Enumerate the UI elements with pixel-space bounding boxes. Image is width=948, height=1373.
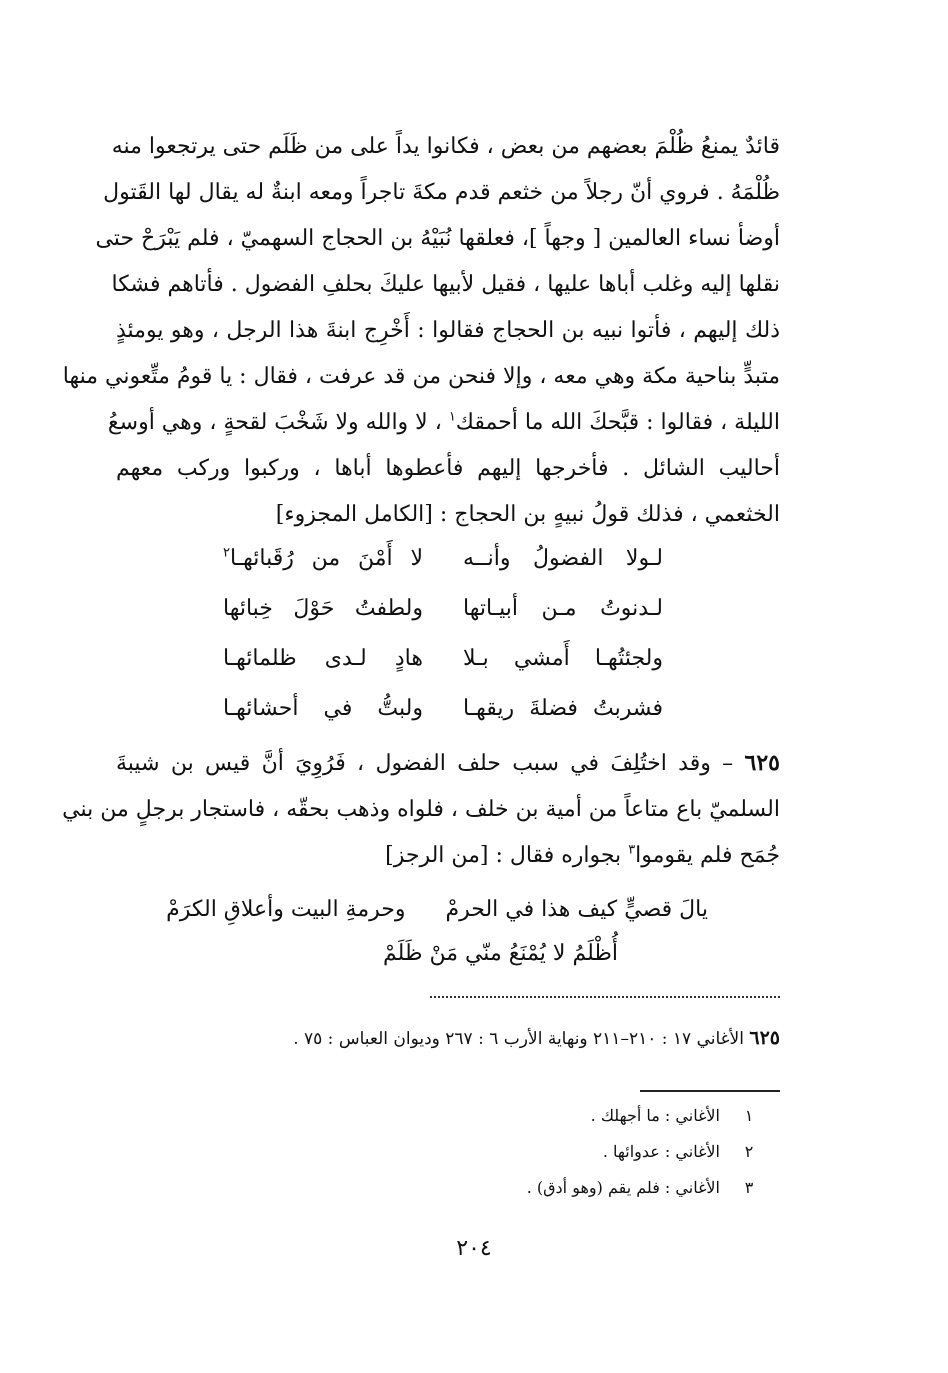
poem-hemistich: لـدنوتُ مـن أبيـاتها — [463, 596, 663, 621]
source-reference — [116, 1018, 780, 1059]
poem-verse — [223, 684, 663, 734]
footnote-text: الأغاني : فلم يقم (وهو أدق) . — [526, 1178, 720, 1197]
prose-line: نقلها إليه وغلب أباها عليها ، فقيل لأبيها عليكَ بحلفِ الفضول . فأتاهم فشكا — [111, 272, 780, 297]
footnote-text: الأغاني : ما أجهلك . — [590, 1106, 720, 1125]
entry-number: ٦٢٥ — [744, 750, 780, 776]
poem-hemistich — [223, 534, 423, 584]
poem-hemistich-text: لا أَمْنَ من رُقَبائهـا — [229, 546, 423, 571]
footnote-number: ٢ — [744, 1142, 754, 1161]
footnote — [527, 1170, 758, 1206]
entry-paragraph — [62, 740, 780, 879]
footnote-marker: ٢ — [223, 545, 230, 561]
entry-line-text: جُمَح فلم يقوموا — [635, 843, 780, 868]
poem-verse — [223, 634, 663, 684]
rajaz-hemistich: وحرمةِ البيت وأعلاقِ الكرَمْ — [166, 897, 406, 922]
rajaz-hemistich: يالَ قصيٍّ كيف هذا في الحرمْ — [445, 897, 708, 922]
entry-line-text: بجواره فقال : [من الرجز] — [385, 843, 622, 868]
rajaz-line — [208, 932, 708, 976]
rajaz-hemistich: أُظْلَمُ لا يُمْنَعُ منّي مَنْ ظَلَمْ — [383, 941, 618, 966]
main-paragraph — [62, 124, 780, 538]
poem-hemistich: هادٍ لـدى ظلمائهـا — [223, 646, 423, 671]
footnote-rule — [640, 1090, 780, 1092]
footnote-marker: ٣ — [628, 842, 636, 858]
footnote-text: الأغاني : عدوائها . — [602, 1142, 720, 1161]
entry-line-text: – وقد اختُلِفَ في سبب حلف الفضول ، فَرُوِيَ أنَّ قيس بن شيبةَ — [116, 751, 734, 776]
prose-line: قائدٌ يمنعُ ظُلْمَ بعضهم من بعض ، فكانوا يداً على من ظَلَم حتى يرتجعوا منه — [111, 134, 780, 159]
poem-verse — [223, 584, 663, 634]
prose-line: ذلك إليهم ، فأتوا نبيه بن الحجاج فقالوا : أَخْرِج ابنةَ هذا الرجل ، وهو يومئذٍ — [116, 318, 780, 343]
entry-line: السلميّ باع متاعاً من أمية بن خلف ، فلواه وذهب بحقّه ، فاستجار برجلٍ من بني — [62, 797, 780, 822]
poem-hemistich: ولطفتُ حَوْلَ خِبائها — [223, 596, 423, 621]
footnote — [527, 1098, 758, 1134]
footnote — [527, 1134, 758, 1170]
poem-verse — [223, 534, 663, 584]
prose-line — [107, 400, 780, 446]
poem-hemistich: ولجئتُهـا أَمشي بـلا — [463, 646, 663, 671]
prose-line: أوضأ نساء العالمين [ وجهاً ]، فعلقها نُبَيْهُ بن الحجاج السهميّ ، فلم يَبْرَحْ حتى — [95, 226, 780, 251]
rajaz-line — [166, 888, 708, 932]
prose-line: أحاليب الشائل . فأخرجها إليهم فأعطوها أباها ، وركبوا وركب معهم — [116, 456, 780, 481]
footnote-number: ٣ — [744, 1178, 754, 1197]
footnotes — [527, 1098, 758, 1206]
prose-line: متبدٍّ بناحية مكة وهي معه ، وإلا فنحن من قد عرفت ، فقال : يا قومُ متِّعوني منها — [62, 364, 780, 389]
poem-hemistich: فشربتُ فضلةَ ريقهـا — [463, 696, 663, 721]
prose-line-segment: ، لا والله ولا شَخْبَ لقحةٍ ، وهي أوسعُ — [107, 410, 442, 435]
footnote-number: ١ — [744, 1106, 754, 1125]
source-text: الأغاني ١٧ : ٢١٠–٢١١ ونهاية الأرب ٦ : ٢٦٧ وديوان العباس : ٧٥ . — [293, 1029, 744, 1049]
footnote-marker: ١ — [448, 409, 456, 425]
prose-line-segment: الليلة ، فقالوا : قبَّحكَ الله ما أحمقك — [455, 410, 780, 435]
rajaz-verse — [166, 888, 708, 976]
entry-line — [116, 740, 780, 787]
poem-hemistich: لـولا الفضولُ وأنــه — [463, 546, 663, 571]
poem — [223, 534, 663, 734]
prose-line: ظُلْمَهُ . فروي أنّ رجلاً من خثعم قدم مكةَ تاجراً ومعه ابنةٌ له يقال لها القَتول — [103, 180, 780, 205]
source-entry-number: ٦٢٥ — [749, 1027, 780, 1049]
dotted-separator — [430, 996, 780, 998]
poem-hemistich: ولبتُّ في أحشائهـا — [223, 696, 423, 721]
prose-line: الخثعمي ، فذلك قولُ نبيهٍ بن الحجاج : [الكامل المجزوء] — [275, 502, 780, 527]
entry-line — [116, 833, 780, 879]
page-number: ٢٠٤ — [456, 1236, 492, 1261]
